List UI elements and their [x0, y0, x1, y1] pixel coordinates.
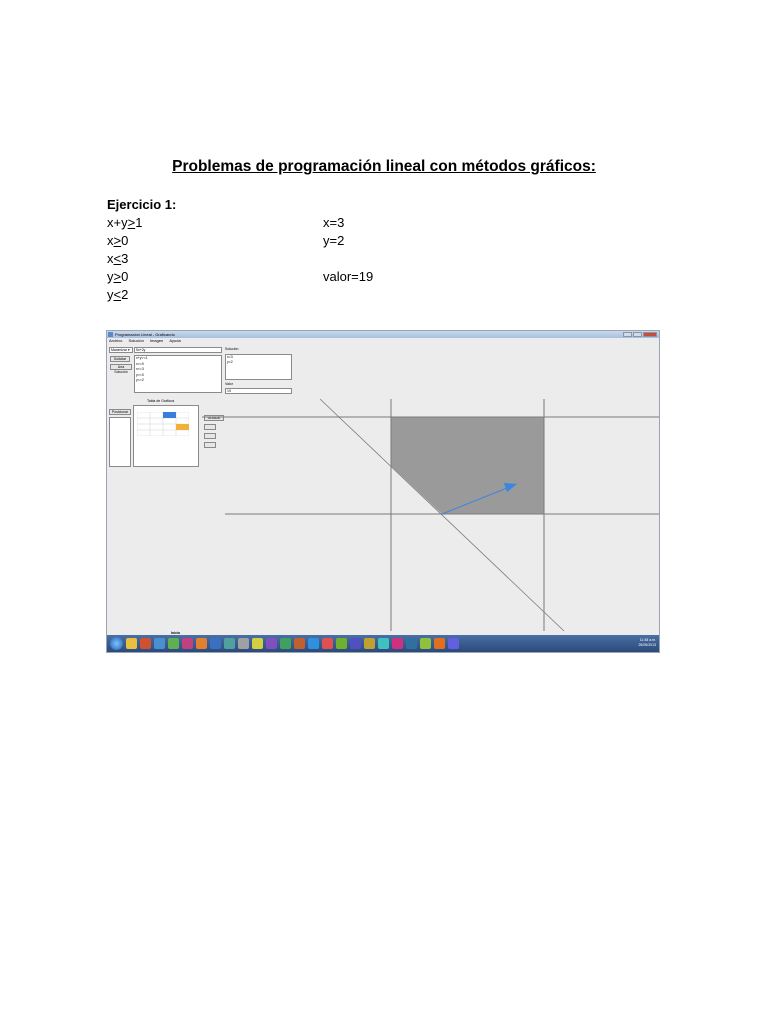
taskbar-app-icon[interactable] [210, 638, 221, 649]
solution-label: Solución [225, 347, 239, 351]
one-solution-button[interactable]: Una Solución [110, 364, 132, 370]
document-title: Problemas de programación lineal con métodos gráficos: [172, 158, 596, 175]
window-title: Programacion Lineal - Graficando [115, 332, 175, 337]
taskbar-app-icon[interactable] [322, 638, 333, 649]
menu-ayuda[interactable]: Ayuda [169, 338, 181, 343]
value-field: 19 [225, 388, 292, 394]
taskbar-app-icon[interactable] [406, 638, 417, 649]
taskbar-app-icon[interactable] [378, 638, 389, 649]
constraint-4: y>0 [107, 269, 129, 284]
menu-archivo[interactable]: Archivo [109, 338, 123, 343]
taskbar-app-icon[interactable] [154, 638, 165, 649]
constraint-5: y<2 [107, 287, 129, 302]
solution-y: y=2 [323, 233, 345, 248]
taskbar-app-icon[interactable] [196, 638, 207, 649]
taskbar-app-icon[interactable] [434, 638, 445, 649]
solution-value: valor=19 [323, 269, 374, 284]
mode-select[interactable]: Maximizar ▾ [109, 347, 133, 353]
taskbar-label: Inicio [171, 631, 181, 635]
solve-button[interactable]: Solicitar [110, 356, 130, 362]
constraint-1: x+y>1 [107, 215, 143, 230]
table-label: Tabla de Gráficos [147, 399, 175, 403]
feasible-region-plot [107, 331, 660, 653]
taskbar-app-icon[interactable] [126, 638, 137, 649]
taskbar-app-icon[interactable] [140, 638, 151, 649]
menu-imagen[interactable]: Imagen [149, 338, 164, 343]
menu-solucion[interactable]: Solución [128, 338, 144, 343]
constraint-2: x>0 [107, 233, 129, 248]
taskbar-clock[interactable]: 11:48 a.m. 25/05/2013 [638, 638, 656, 647]
solution-box: x=3 y=2 [225, 354, 292, 380]
value-label: Valor [225, 382, 233, 386]
list-item[interactable]: y<=2 [136, 378, 144, 382]
taskbar-app-icon[interactable] [182, 638, 193, 649]
taskbar-app-icon[interactable] [252, 638, 263, 649]
list-item[interactable]: y>=0 [136, 372, 144, 377]
list-item[interactable]: x>=0 [136, 361, 144, 366]
taskbar-app-icon[interactable] [420, 638, 431, 649]
taskbar-app-icon[interactable] [280, 638, 291, 649]
taskbar-app-icon[interactable] [294, 638, 305, 649]
taskbar [107, 635, 659, 652]
feasible-region [391, 417, 544, 514]
taskbar-app-icon[interactable] [350, 638, 361, 649]
taskbar-app-icon[interactable] [238, 638, 249, 649]
graph-button[interactable]: Graficar [204, 415, 224, 421]
constraint-3: x<3 [107, 251, 129, 266]
solution-x: x=3 [323, 215, 345, 230]
taskbar-app-icon[interactable] [308, 638, 319, 649]
exercise-title: Ejercicio 1: [107, 197, 177, 212]
list-item[interactable]: x+y>=1 [136, 356, 148, 360]
points-button[interactable]: Posicionar [109, 409, 131, 415]
taskbar-app-icon[interactable] [448, 638, 459, 649]
taskbar-app-icon[interactable] [168, 638, 179, 649]
taskbar-app-icon[interactable] [364, 638, 375, 649]
taskbar-app-icon[interactable] [224, 638, 235, 649]
embedded-screenshot [106, 330, 660, 653]
objective-input[interactable]: 5x+2y [134, 347, 222, 353]
taskbar-app-icon[interactable] [266, 638, 277, 649]
start-button[interactable] [110, 637, 123, 650]
list-item[interactable]: x<=3 [136, 367, 144, 371]
taskbar-app-icon[interactable] [392, 638, 403, 649]
taskbar-app-icon[interactable] [336, 638, 347, 649]
